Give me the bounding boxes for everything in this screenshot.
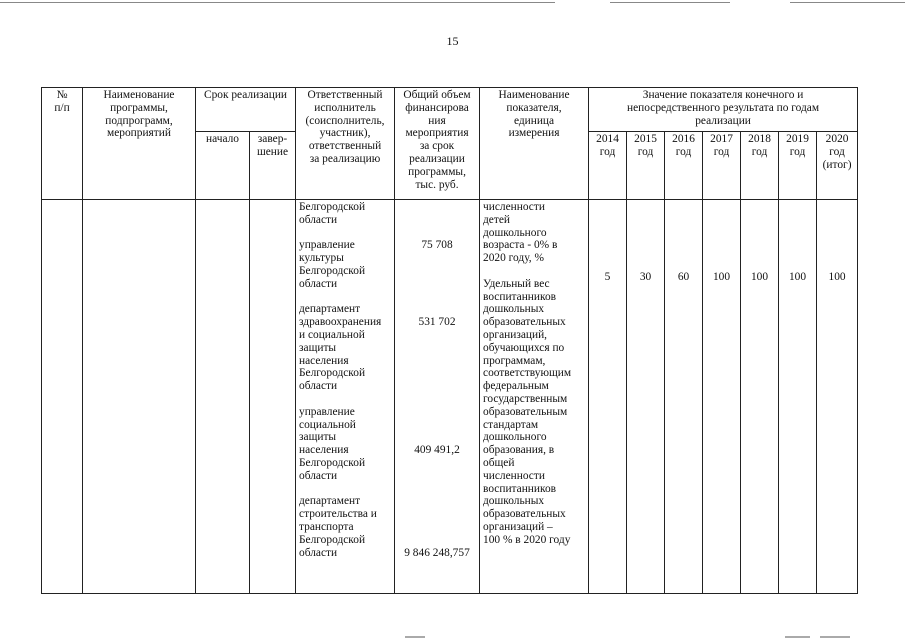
text-line: 2018	[748, 133, 771, 145]
text-line: области	[299, 469, 338, 482]
text-line: соответствующим	[483, 367, 572, 380]
text-line: исполнитель	[314, 101, 376, 114]
indicator-block-1	[483, 278, 585, 547]
text-line: 2014	[596, 133, 619, 145]
text-line: 2017	[710, 133, 733, 145]
header-values-title	[589, 88, 858, 132]
body-responsible	[296, 200, 395, 594]
text-line: Белгородской	[299, 367, 366, 380]
header-year-2016	[665, 132, 703, 200]
text-line: за реализацию	[309, 152, 381, 165]
text-line: 2019	[786, 133, 809, 145]
text-line: ответственный	[308, 140, 382, 153]
text-line: здравоохранения	[299, 316, 382, 329]
text-line: организаций,	[483, 328, 548, 341]
text-line: населения	[299, 444, 349, 457]
amount-culture: 75 708	[421, 239, 453, 252]
text-line: программы,	[408, 165, 466, 178]
value-2015: 30	[627, 200, 665, 594]
text-line: численности	[483, 469, 545, 482]
header-year-2017	[703, 132, 741, 200]
text-line: Ответственный	[307, 89, 383, 101]
program-table	[41, 87, 858, 594]
text-line: единица	[513, 114, 555, 127]
indicator-block-0	[483, 201, 585, 265]
text-line: измерения	[508, 127, 560, 140]
text-line: управление	[299, 405, 355, 418]
text-line: год	[637, 145, 654, 158]
text-line: дошкольных	[483, 495, 545, 508]
value-2017: 100	[703, 200, 741, 594]
body-indicator	[480, 200, 589, 594]
text-line: шение	[256, 145, 289, 158]
header-num	[42, 88, 83, 200]
text-line: (итог)	[822, 158, 852, 171]
text-line: дошкольного	[483, 226, 547, 239]
text-line: области	[299, 213, 338, 226]
text-line: социальной	[299, 418, 356, 431]
text-line: участник),	[319, 127, 371, 140]
header-year-2014	[589, 132, 627, 200]
page-number: 15	[446, 34, 459, 48]
text-line: за срок	[419, 140, 455, 153]
top-rule-left	[0, 2, 555, 3]
text-line: образовательным	[483, 405, 568, 418]
body-start	[196, 200, 250, 594]
text-line: образовательных	[483, 508, 566, 521]
text-line: защиты	[299, 431, 337, 444]
text-line: образования, в	[483, 444, 555, 457]
value-2018: 100	[741, 200, 779, 594]
value-2016: 60	[665, 200, 703, 594]
bottom-mark-3	[820, 636, 850, 638]
text-line: год	[751, 145, 768, 158]
text-line: защиты	[299, 341, 337, 354]
text-line: общей	[483, 456, 515, 469]
text-line: области	[299, 546, 338, 559]
text-line: №	[56, 89, 68, 101]
text-line: детей	[483, 213, 510, 226]
text-line: Удельный вес	[483, 277, 550, 290]
value-2019: 100	[779, 200, 817, 594]
text-line: стандартам	[483, 418, 539, 431]
text-line: финансирова	[405, 101, 469, 114]
header-end	[250, 132, 296, 200]
text-line: Белгородской	[299, 264, 366, 277]
header-year-2020	[817, 132, 858, 200]
text-line: области	[299, 277, 338, 290]
text-line: год	[789, 145, 806, 158]
header-indicator	[480, 88, 589, 200]
text-line: дошкольных	[483, 303, 545, 316]
text-line: населения	[299, 354, 349, 367]
text-line: программы,	[110, 101, 168, 114]
body-num	[42, 200, 83, 594]
text-line: Наименование	[498, 89, 570, 101]
body-funding	[395, 200, 480, 594]
header-responsible	[296, 88, 395, 200]
text-line: численности	[483, 201, 545, 213]
text-line: культуры	[299, 252, 344, 265]
header-year-2018	[741, 132, 779, 200]
bottom-mark-2	[785, 636, 810, 638]
header-year-2019	[779, 132, 817, 200]
text-line: 2015	[634, 133, 657, 145]
header-period: Срок реализации	[196, 88, 296, 132]
table-row	[42, 200, 858, 594]
text-line: строительства и	[299, 508, 377, 521]
text-line: завер-	[257, 133, 288, 145]
text-line: год	[675, 145, 692, 158]
text-line: (соисполнитель,	[305, 114, 385, 127]
responsible-block-0	[299, 201, 391, 227]
text-line: 2020 году, %	[483, 252, 544, 265]
text-line: Значение показателя конечного и	[642, 89, 804, 101]
text-line: непосредственного результата по годам	[627, 101, 820, 114]
value-2014: 5	[589, 200, 627, 594]
text-line: подпрограмм,	[105, 114, 173, 127]
text-line: Общий объем	[403, 89, 471, 101]
amount-construction: 9 846 248,757	[404, 546, 470, 559]
body-end	[250, 200, 296, 594]
text-line: год	[713, 145, 730, 158]
text-line: федеральным	[483, 380, 549, 393]
top-rule-far-right	[790, 2, 905, 3]
text-line: реализации	[409, 152, 465, 165]
text-line: государственным	[483, 392, 568, 405]
text-line: воспитанников	[483, 482, 557, 495]
body-name	[83, 200, 196, 594]
amount-social: 409 491,2	[414, 444, 460, 457]
text-line: ния	[428, 114, 446, 127]
value-2020: 100	[817, 200, 858, 594]
text-line: и социальной	[299, 328, 365, 341]
text-line: реализации	[695, 114, 751, 127]
header-name	[83, 88, 196, 200]
text-line: Белгородской	[299, 533, 366, 546]
text-line: программам,	[483, 354, 546, 367]
text-line: воспитанников	[483, 290, 557, 303]
responsible-block-3	[299, 406, 391, 483]
responsible-block-2	[299, 303, 391, 393]
text-line: мероприятий	[107, 127, 171, 140]
text-line: 100 % в 2020 году	[483, 533, 571, 546]
text-line: мероприятия	[405, 127, 469, 140]
header-funding	[395, 88, 480, 200]
text-line: Белгородской	[299, 456, 366, 469]
responsible-block-1	[299, 239, 391, 290]
program-table-wrap	[41, 87, 857, 594]
text-line: департамент	[299, 303, 361, 316]
text-line: департамент	[299, 495, 361, 508]
text-line: возраста - 0% в	[483, 239, 558, 252]
text-line: организаций –	[483, 520, 553, 533]
text-line: год	[599, 145, 616, 158]
text-line: Наименование	[103, 89, 175, 101]
top-rule-right	[610, 2, 730, 3]
text-line: дошкольного	[483, 431, 547, 444]
text-line: управление	[299, 239, 355, 252]
text-line: транспорта	[299, 520, 354, 533]
header-year-2015	[627, 132, 665, 200]
text-line: 2020	[825, 133, 849, 145]
text-line: тыс. руб.	[415, 178, 459, 191]
text-line: п/п	[54, 101, 70, 114]
responsible-block-4	[299, 495, 391, 559]
header-start: начало	[196, 132, 250, 200]
text-line: Белгородской	[299, 201, 366, 213]
text-line: показателя,	[506, 101, 562, 114]
text-line: 2016	[672, 133, 695, 145]
bottom-mark-1	[405, 636, 425, 638]
text-line: области	[299, 380, 338, 393]
text-line: год	[829, 145, 845, 158]
text-line: образовательных	[483, 316, 566, 329]
amount-health: 531 702	[418, 316, 456, 329]
text-line: обучающихся по	[483, 341, 565, 354]
